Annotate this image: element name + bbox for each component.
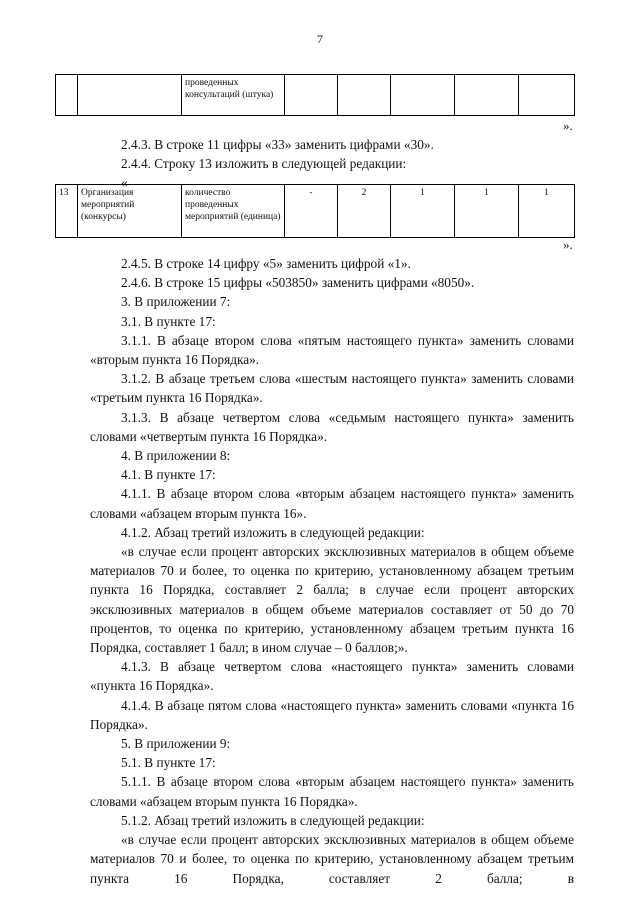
paragraph: 3.1.2. В абзаце третьем слова «шестым настоящего пункта» заменить словами «третьим пункта 16 Порядка». xyxy=(90,371,574,406)
paragraph: 2.4.4. Строку 13 изложить в следующей редакции: xyxy=(121,156,407,172)
table-cell xyxy=(78,75,182,116)
paragraph: 4.1.4. В абзаце пятом слова «настоящего пункта» заменить словами «пункта 16 Порядка». xyxy=(90,697,574,732)
paragraph: 4.1. В пункте 17: xyxy=(121,467,216,483)
table-cell xyxy=(519,75,575,116)
table-cell xyxy=(391,75,455,116)
paragraph: 4.1.2. Абзац третий изложить в следующей редакции: xyxy=(121,524,425,540)
table-fragment-top xyxy=(55,74,575,116)
table-cell xyxy=(56,75,78,116)
paragraph: 4.1.1. В абзаце втором слова «вторым абзацем настоящего пункта» заменить словами «абзацем вторым пункта 16». xyxy=(90,486,574,521)
table-cell: количество проведенных мероприятий (единица) xyxy=(182,185,285,238)
table-row xyxy=(56,75,575,116)
closing-quote: ». xyxy=(563,118,573,133)
table-cell: 2 xyxy=(338,185,391,238)
paragraph: 2.4.6. В строке 15 цифры «503850» заменить цифрами «8050». xyxy=(121,275,475,291)
paragraph: 2.4.3. В строке 11 цифры «33» заменить цифрами «30». xyxy=(121,137,434,152)
table-row-13 xyxy=(55,184,575,238)
paragraph: 2.4.5. В строке 14 цифру «5» заменить цифрой «1». xyxy=(121,256,411,271)
table-row xyxy=(56,185,575,238)
paragraph: 3.1. В пункте 17: xyxy=(121,313,216,329)
table-cell: 1 xyxy=(519,185,575,238)
paragraph: 5.1.1. В абзаце втором слова «вторым абзацем настоящего пункта» заменить словами «абзацем вторым пункта 16 Порядка». xyxy=(90,774,574,809)
paragraph: 5.1.2. Абзац третий изложить в следующей редакции: xyxy=(121,812,425,828)
paragraph: 5. В приложении 9: xyxy=(121,736,231,752)
table-cell: 1 xyxy=(455,185,519,238)
paragraph: «в случае если процент авторских эксклюзивных материалов в общем объеме материалов 70 и более, то оценка по критерию, установленному абзацем третьим пункта 16 Порядка, составляет 2 балла; в случае если процент авторских эксклюзивных материалов в общем объеме материалов составляет от 50 до 70 процентов, то оценка по критерию, установленному абзацем третьим пункта 16 Порядка, составляет 1 балл; в ином случае – 0 баллов;». xyxy=(90,544,574,656)
text-block-main xyxy=(90,254,574,888)
table-cell xyxy=(338,75,391,116)
paragraph: 5.1. В пункте 17: xyxy=(121,755,216,771)
table-cell: 13 xyxy=(56,185,78,238)
table-cell xyxy=(455,75,519,116)
paragraph: 4.1.3. В абзаце четвертом слова «настоящего пункта» заменить словами «пункта 16 Порядка». xyxy=(90,659,574,694)
opening-quote: « xyxy=(121,175,128,191)
paragraph: «в случае если процент авторских эксклюзивных материалов в общем объеме материалов 70 и более, то оценка по критерию, установленному абзацем третьим пункта 16 Порядка, составляет 2 балла; в xyxy=(90,832,574,886)
paragraph: 3.1.1. В абзаце втором слова «пятым настоящего пункта» заменить словами «вторым пункта 16 Порядка». xyxy=(90,332,574,368)
paragraph: 3. В приложении 7: xyxy=(121,294,231,310)
table-cell: Организация мероприятий (конкурсы) xyxy=(78,185,182,238)
paragraph: 3.1.3. В абзаце четвертом слова «седьмым настоящего пункта» заменить словами «четвертым пункта 16 Порядка». xyxy=(90,409,574,444)
table-cell: - xyxy=(285,185,338,238)
table-cell xyxy=(285,75,338,116)
table-cell: 1 xyxy=(391,185,455,238)
page-number: 7 xyxy=(317,32,323,46)
closing-quote: ». xyxy=(563,237,573,252)
table-cell: проведенных консультаций (штука) xyxy=(182,75,285,116)
paragraph: 4. В приложении 8: xyxy=(121,448,231,464)
